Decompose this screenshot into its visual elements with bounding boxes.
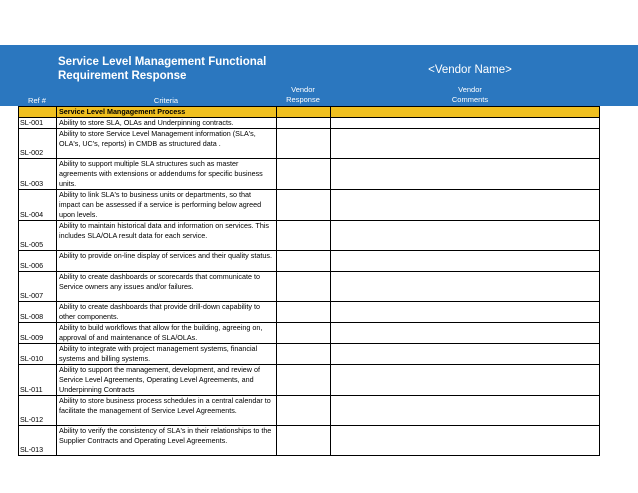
vendor-response-cell[interactable] <box>277 426 331 456</box>
ref-cell: SL-009 <box>19 323 57 344</box>
ref-cell: SL-002 <box>19 129 57 159</box>
vendor-name-label: <Vendor Name> <box>428 64 512 76</box>
criteria-cell: Ability to link SLA's to business units or departments, so that impact can be assessed if a service is performing below agreed upon levels. <box>57 190 277 221</box>
ref-cell: SL-011 <box>19 365 57 396</box>
criteria-cell: Ability to verify the consistency of SLA's in their relationships to the Supplier Contracts and Operating Level Agreements. <box>57 426 277 456</box>
ref-cell: SL-004 <box>19 190 57 221</box>
vendor-comments-cell[interactable] <box>331 251 600 272</box>
ref-cell: SL-007 <box>19 272 57 302</box>
ref-cell: SL-013 <box>19 426 57 456</box>
vendor-response-cell[interactable] <box>277 344 331 365</box>
vendor-comments-cell[interactable] <box>331 190 600 221</box>
vendor-response-cell[interactable] <box>277 159 331 190</box>
criteria-cell: Ability to store Service Level Management information (SLA's, OLA's, UC's, reports) in CMDB as structured data . <box>57 129 277 159</box>
section-response-cell <box>277 107 331 118</box>
column-header-criteria: Criteria <box>153 96 179 105</box>
criteria-cell: Ability to create dashboards or scorecards that communicate to Service owners any issues and/or failures. <box>57 272 277 302</box>
vendor-comments-cell[interactable] <box>331 323 600 344</box>
table-row <box>19 396 600 426</box>
section-comments-cell <box>331 107 600 118</box>
criteria-cell: Ability to support the management, development, and review of Service Level Agreements, Operating Level Agreements, and Underpinning Contracts <box>57 365 277 396</box>
vendor-response-cell[interactable] <box>277 272 331 302</box>
vendor-comments-cell[interactable] <box>331 396 600 426</box>
ref-cell: SL-001 <box>19 118 57 129</box>
table-row <box>19 190 600 221</box>
vendor-comments-cell[interactable] <box>331 129 600 159</box>
section-row <box>19 107 600 118</box>
table-row <box>19 221 600 251</box>
vendor-comments-cell[interactable] <box>331 221 600 251</box>
vendor-comments-cell[interactable] <box>331 365 600 396</box>
ref-cell: SL-003 <box>19 159 57 190</box>
section-ref-cell <box>19 107 57 118</box>
ref-cell: SL-005 <box>19 221 57 251</box>
table-row <box>19 272 600 302</box>
column-header-vendor-comments: Vendor Comments <box>451 85 489 104</box>
criteria-cell: Ability to support multiple SLA structures such as master agreements with extensions or addendums for specific business units. <box>57 159 277 190</box>
requirements-table <box>18 106 600 456</box>
page-title: Service Level Management Functional Requirement Response <box>58 56 267 82</box>
criteria-cell: Ability to provide on-line display of services and their quality status. <box>57 251 277 272</box>
vendor-response-cell[interactable] <box>277 118 331 129</box>
table-row <box>19 323 600 344</box>
column-header-vendor-response: Vendor Response <box>286 85 320 104</box>
ref-cell: SL-006 <box>19 251 57 272</box>
vendor-comments-cell[interactable] <box>331 426 600 456</box>
criteria-cell: Ability to maintain historical data and information on services. This includes SLA/OLA result data for each service. <box>57 221 277 251</box>
ref-cell: SL-012 <box>19 396 57 426</box>
ref-cell: SL-008 <box>19 302 57 323</box>
criteria-cell: Ability to integrate with project management systems, financial systems and billing systems. <box>57 344 277 365</box>
table-row <box>19 344 600 365</box>
table-row <box>19 251 600 272</box>
vendor-comments-cell[interactable] <box>331 272 600 302</box>
vendor-response-cell[interactable] <box>277 190 331 221</box>
table-row <box>19 118 600 129</box>
section-label: Service Level Mangagement Process <box>57 107 277 118</box>
vendor-response-cell[interactable] <box>277 396 331 426</box>
column-header-ref: Ref # <box>28 96 46 105</box>
table-row <box>19 302 600 323</box>
criteria-cell: Ability to create dashboards that provide drill-down capability to other components. <box>57 302 277 323</box>
table-row <box>19 426 600 456</box>
vendor-response-cell[interactable] <box>277 365 331 396</box>
vendor-response-cell[interactable] <box>277 129 331 159</box>
criteria-cell: Ability to store business process schedules in a central calendar to facilitate the management of Service Level Agreements. <box>57 396 277 426</box>
vendor-comments-cell[interactable] <box>331 344 600 365</box>
vendor-response-cell[interactable] <box>277 251 331 272</box>
vendor-comments-cell[interactable] <box>331 302 600 323</box>
table-row <box>19 159 600 190</box>
table-row <box>19 129 600 159</box>
vendor-response-cell[interactable] <box>277 302 331 323</box>
vendor-comments-cell[interactable] <box>331 159 600 190</box>
vendor-response-cell[interactable] <box>277 221 331 251</box>
vendor-response-cell[interactable] <box>277 323 331 344</box>
criteria-cell: Ability to store SLA, OLAs and Underpinning contracts. <box>57 118 277 129</box>
ref-cell: SL-010 <box>19 344 57 365</box>
vendor-comments-cell[interactable] <box>331 118 600 129</box>
table-row <box>19 365 600 396</box>
criteria-cell: Ability to build workflows that allow for the building, agreeing on, approval of and maintenance of SLA/OLAs. <box>57 323 277 344</box>
